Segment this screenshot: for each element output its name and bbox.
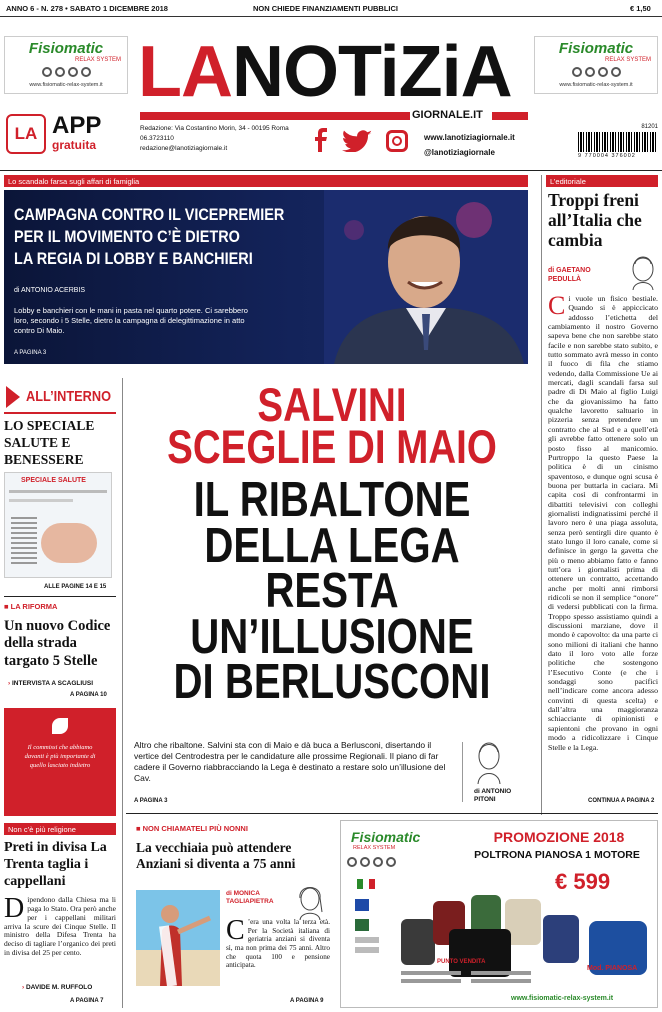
vecchiaia-kicker-text: NON CHIAMATELI PIÙ NONNI [142, 824, 248, 833]
social-handle[interactable]: @lanotiziagiornale [424, 148, 495, 158]
badge-icon [355, 919, 369, 931]
barcode-issue: 81201 [641, 124, 658, 130]
masthead-notizia: NOTiZiA [231, 32, 512, 112]
ad-left[interactable] [4, 36, 128, 94]
riforma-byline: › INTERVISTA A SCAGLIUSI [8, 680, 93, 687]
thumbnail-title: SPECIALE SALUTE [21, 477, 86, 484]
vecchiaia-page[interactable]: A PAGINA 9 [290, 998, 324, 1004]
masthead-title [138, 32, 528, 112]
headline-black-line: UN’ILLUSIONE [190, 609, 474, 664]
app-logo-text: LA [14, 124, 38, 143]
preti-byline: › DAVIDE M. RUFFOLO [22, 984, 93, 991]
price: € 1,50 [630, 4, 651, 13]
app-sub: gratuita [52, 138, 97, 152]
ad-tag: RELAX SYSTEM [74, 57, 121, 63]
redazione-address: Redazione: Via Costantino Morin, 34 - 00195 Roma [140, 125, 289, 132]
promo-text: Il commissi che abbiamo davanti è più importante di quello lasciato indietro [24, 744, 96, 769]
headline-black-line: IL RIBALTONE [193, 473, 471, 527]
app-label: APP [52, 112, 102, 139]
masthead-rule-right [492, 112, 528, 120]
vecchiaia-byline: di MONICA TAGLIAPIETRA [226, 890, 274, 906]
ad-tag: RELAX SYSTEM [353, 845, 396, 851]
wheels-icon [535, 67, 657, 77]
portrait-photo [324, 190, 528, 364]
elderly-man-photo [136, 890, 220, 986]
wheels-icon [5, 67, 127, 77]
editoriale-kicker: L’editoriale [546, 175, 658, 187]
ad-url: www.fisiomatic-relax-system.it [559, 82, 633, 88]
badge-icon [355, 899, 369, 911]
ad-price: € 599 [555, 869, 611, 894]
main-text: Altro che ribaltone. Salvini sta con di Maio e dà buca a Berlusconi, disertando il vertice del Centrodestra per le candidature alle prossime Regionali. Il piano di far cadere il Governo riabbracciando la Lega è destinato a restare solo un’illusione del Cav. [134, 740, 446, 783]
ad-promo: PROMOZIONE 2018 [493, 829, 625, 845]
facebook-icon[interactable] [312, 128, 328, 152]
leaf-icon [52, 718, 68, 734]
top-bar [0, 0, 662, 16]
main-headline-black[interactable] [163, 473, 501, 709]
interno-title[interactable]: LO SPECIALE SALUTE E BENESSERE [4, 418, 95, 467]
main-byline: di ANTONIO PITONI [474, 788, 512, 804]
ad-brand: Fisiomatic [558, 40, 634, 57]
top-story-page: A PAGINA 3 [14, 350, 47, 356]
headline-line: CAMPAGNA CONTRO IL VICEPREMIER [14, 205, 285, 224]
ad-brand: Fisiomatic [351, 829, 421, 845]
preti-page[interactable]: A PAGINA 7 [70, 998, 104, 1004]
preti-kicker: Non c’è più religione [4, 823, 116, 835]
dropcap: D [4, 896, 25, 924]
issue-info: ANNO 6 - N. 278 • SABATO 1 DICEMBRE 2018 [6, 4, 168, 13]
promo-box[interactable] [4, 708, 116, 816]
riforma-kicker: ■ LA RIFORMA [4, 602, 58, 611]
riforma-title[interactable]: Un nuovo Codice della strada targato 5 Stelle [4, 618, 111, 669]
top-story-byline: di ANTONIO ACERBIS [14, 287, 86, 294]
barcode [578, 124, 658, 160]
top-story-kicker: Lo scandalo farsa sugli affari di famiglia [4, 175, 528, 187]
twitter-icon[interactable] [342, 130, 372, 152]
headline-black-line: DI BERLUSCONI [173, 655, 491, 709]
dropcap: C [226, 918, 245, 946]
website-link[interactable]: www.lanotiziagiornale.it [424, 133, 515, 142]
top-story-headline[interactable] [14, 204, 284, 270]
editoriale-title[interactable]: Troppi freni all’Italia che cambia [548, 190, 642, 251]
ad-bottom[interactable] [340, 820, 658, 1008]
riforma-kicker-text: LA RIFORMA [10, 602, 58, 611]
barcode-number: 9 770004 376002 [578, 153, 636, 159]
main-page[interactable]: A PAGINA 3 [134, 798, 168, 804]
arrow-icon [4, 384, 22, 410]
author-portrait [628, 254, 658, 290]
masthead-sub: GIORNALE.IT [412, 109, 483, 121]
ad-product: POLTRONA PIANOSA 1 MOTORE [474, 849, 640, 861]
web-info [424, 130, 515, 160]
dropcap: C [548, 294, 566, 320]
riforma-byline-text: INTERVISTA A SCAGLIUSI [11, 680, 93, 687]
instagram-icon[interactable] [386, 130, 408, 152]
ad-tag: RELAX SYSTEM [604, 57, 651, 63]
headline-line: PER IL MOVIMENTO C’È DIETRO [14, 227, 240, 246]
interno-label: ALL’INTERNO [26, 388, 111, 405]
ad-url: www.fisiomatic-relax-system.it [29, 82, 103, 88]
italy-flag-icon [357, 879, 375, 889]
masthead-rule [140, 112, 410, 120]
preti-byline-text: DAVIDE M. RUFFOLO [25, 984, 93, 991]
redazione-email[interactable]: redazione@lanotiziagiornale.it [140, 144, 228, 152]
headline-black-line: DELLA LEGA [204, 518, 460, 573]
editoriale-text: i vuole un fisico bestiale. Quando si è appiccicato addosso l’etichetta del cambiamento il nostro Governo sapeva bene che non sarebbe stato facile e non sarebbe stato subito, e tutto sommato avrà messo in conto il fuoco di fila che stiamo vedendo, dalla Commissione Ue ai mercati, dagli scandali farsa sul padre di Di Maio al figlio Luigi che da giovanissimo ha fatto qualche lavoretto saltuario in pizzeria senza pretendere un contratto che al Sud e a quell’età gli avrebbe fatto ottenere solo un posto fisso al manicomio. Purtroppo la questo Paese la politica è di un cinismo spaventoso, e dunque ogni scusa è buona per buttarla in caciara. Mi capita così di confrontarmi in dibattiti televisivi con colleghi giornalisti indignatissimi perché il lavoro nero è una piaga assoluta, senza però sentirgli dire quanto è stato lungo il loro canale, come si definisce in gergo la gavetta che più o meno abbiamo fatto e fanno tutt’ora i giornalisti prima di ottenere un contratto, accettando anche per molti anni rimborsi ridicoli se non il semplice “onore” di vedersi pubblicati con la firma. Troppo spesso assistiamo quindi a discussioni marziane, dove il mondo è capovolto: da una parte ci sono milioni di italiani che hanno dato il loro voto alle forze politiche che sostengono l’Esecutivo Conte (e che i sondaggi sono pacifici nell’indicare come ancora adesso convinti di questa scelta) e dall’altra una maggioranza schiacciante di opinionisti e sapientoni che provano in ogni modo a ridicolizzare i Cinque Stelle e la Lega. [548, 294, 658, 752]
vecchiaia-text: ’era una volta la terza età. Per la Società italiana di geriatria anziani si diventa sì, ma non prima dei 75 anni. Altro che quota 100 e pensione anticipata. [226, 918, 330, 970]
ad-brand: Fisiomatic [28, 40, 104, 57]
vecchiaia-title[interactable]: La vecchiaia può attendere Anziani si diventa a 75 anni [136, 840, 296, 872]
headline-red-line: SCEGLIE DI MAIO [167, 420, 497, 473]
top-story-panel[interactable] [4, 190, 528, 364]
masthead-la: LA [138, 32, 232, 112]
editoriale-continue[interactable]: CONTINUA A PAGINA 2 [588, 798, 655, 804]
preti-text: ipendono dalla Chiesa ma li paga lo Stato. Ora però anche per i cappellani militari arriva la scure dei Cinque Stelle. Il ministro della Difesa Trenta ha deciso di tagliare l’organico dei preti in divisa del 25 per cento. [4, 896, 116, 958]
redazione-phone: 06.3723110 [140, 134, 174, 142]
editoriale-byline: di GAETANO PEDULLÀ [548, 267, 591, 284]
speciale-thumbnail[interactable] [4, 472, 112, 578]
headline-black-line: RESTA [265, 564, 399, 618]
interno-page[interactable]: ALLE PAGINE 14 E 15 [44, 584, 107, 590]
riforma-page[interactable]: A PAGINA 10 [70, 692, 107, 698]
headline-red-line: SALVINI [257, 378, 407, 431]
app-logo[interactable] [6, 114, 46, 154]
headline-line: LA REGIA DI LOBBY E BANCHIERI [14, 249, 253, 268]
vecchiaia-body [226, 918, 330, 990]
editoriale-body [548, 294, 658, 790]
vecchiaia-kicker: ■ NON CHIAMATELI PIÙ NONNI [136, 824, 248, 833]
ad-right[interactable] [534, 36, 658, 94]
preti-title[interactable]: Preti in divisa La Trenta taglia i cappellani [4, 840, 107, 889]
ad-model: Mod. PIANOSA [587, 965, 638, 972]
top-story-summary: Lobby e banchieri con le mani in pasta nel quarto potere. Ci sarebbero loro, secondo i 5 Stelle, dietro la campagna di delegittimazione in atto contro Di Maio. [14, 306, 248, 335]
preti-body [4, 896, 116, 980]
motto: NON CHIEDE FINANZIAMENTI PUBBLICI [253, 4, 398, 13]
ad-url[interactable]: www.fisiomatic-relax-system.it [511, 995, 614, 1002]
ad-point: PUNTO VENDITA [437, 959, 486, 965]
main-headline-red[interactable] [163, 378, 501, 473]
redazione [140, 124, 289, 153]
author-portrait [296, 884, 324, 920]
wheels-icon [347, 857, 396, 867]
author-portrait [474, 740, 504, 784]
